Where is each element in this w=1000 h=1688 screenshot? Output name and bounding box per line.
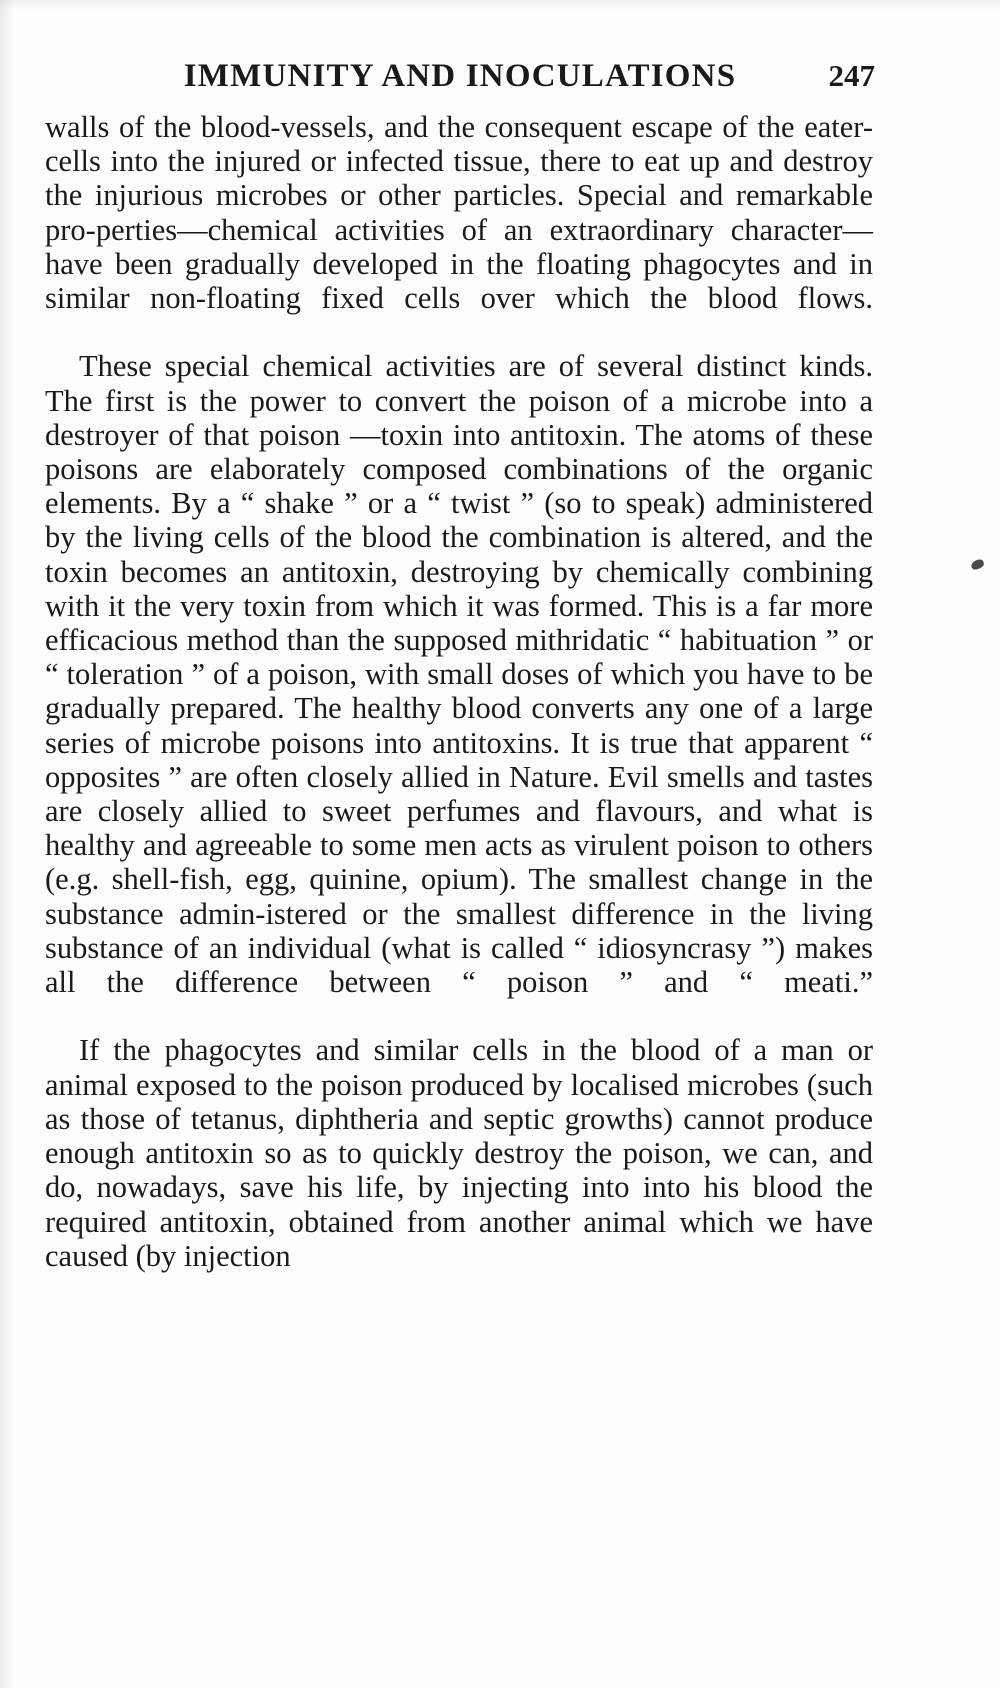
spine-shadow xyxy=(0,0,14,1688)
paragraph: walls of the blood-vessels, and the consequent escape of the eater-cells into the injured or infected tissue, there to eat up and destroy the injurious microbes or other particles. Special and remarkable pro-perties—chemical activities of an extraordinary character—have been gradually developed in the floating phagocytes and in similar non-floating fixed cells over which the blood flows. xyxy=(45,110,873,316)
paragraph: These special chemical activities are of several distinct kinds. The first is the power to convert the poison of a microbe into a destroyer of that poison —toxin into antitoxin. The atoms of these poisons are elaborately composed combinations of the organic elements. By a “ shake ” or a “ twist ” (so to speak) administered by the living cells of the blood the combination is altered, and the toxin becomes an antitoxin, destroying by chemically combining with it the very toxin from which it was formed. This is a far more efficacious method than the supposed mithridatic “ habituation ” or “ toleration ” of a poison, with small doses of which you have to be gradually prepared. The healthy blood converts any one of a large series of microbe poisons into antitoxins. It is true that apparent “ opposites ” are often closely allied in Nature. Evil smells and tastes are closely allied to sweet perfumes and flavours, and what is healthy and agreeable to some men acts as virulent poison to others (e.g. shell-fish, egg, quinine, opium). The smallest change in the substance admin-istered or the smallest difference in the living substance of an individual (what is called “ idiosyncrasy ”) makes all the difference between “ poison ” and “ meati.” xyxy=(45,349,873,1000)
page-number: 247 xyxy=(828,58,875,93)
page-top-shadow xyxy=(0,0,1000,10)
page-header xyxy=(45,58,875,95)
page-body xyxy=(45,110,873,1273)
ink-speck xyxy=(970,558,985,571)
running-head: IMMUNITY AND INOCULATIONS xyxy=(183,58,737,94)
paragraph: If the phagocytes and similar cells in the blood of a man or animal exposed to the poison produced by localised microbes (such as those of tetanus, diphtheria and septic growths) cannot produce enough antitoxin so as to quickly destroy the poison, we can, and do, nowadays, save his life, by injecting into into his blood the required antitoxin, obtained from another animal which we have caused (by injection xyxy=(45,1033,873,1273)
